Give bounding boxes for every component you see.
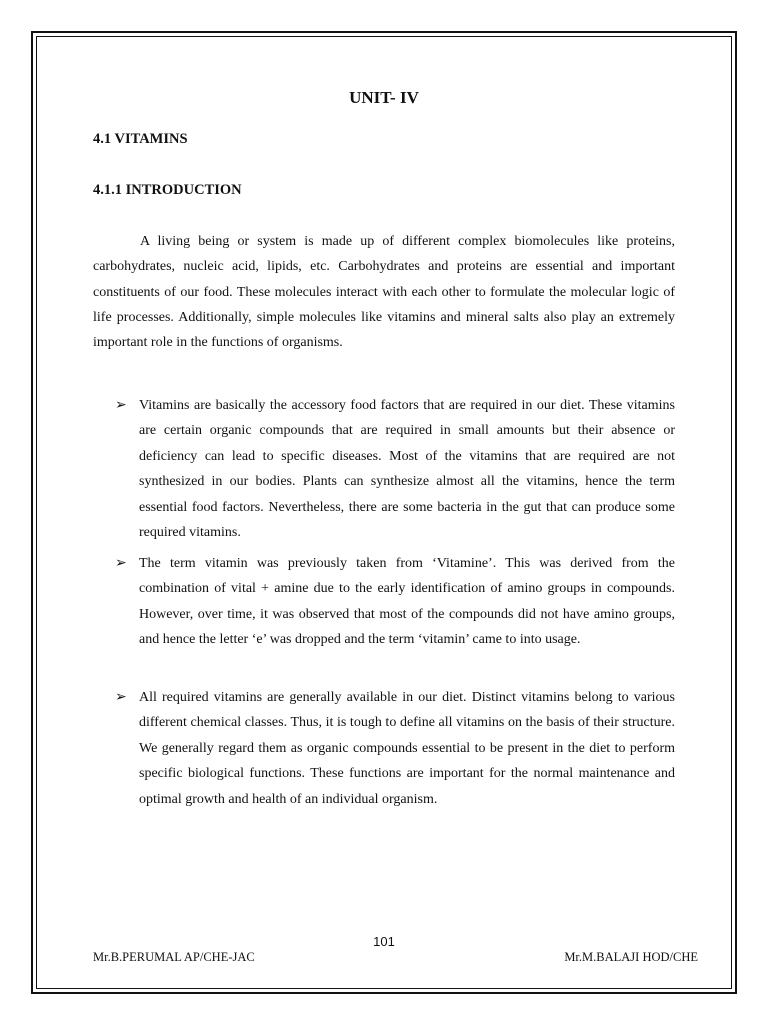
list-item <box>115 551 675 653</box>
footer-left-author: Mr.B.PERUMAL AP/CHE-JAC <box>93 950 255 964</box>
list-item <box>115 393 675 545</box>
subsection-heading: 4.1.1 INTRODUCTION <box>93 182 242 198</box>
unit-title: UNIT- IV <box>349 88 419 107</box>
list-item-text: Vitamins are basically the accessory food factors that are required in our diet. These vitamins are certain organic compounds that are required in small amounts but their absence or deficiency can lead to specific diseases. Most of the vitamins that are required are not synthesized in our bodies. Plants can synthesize almost all the vitamins, hence the term essential food factors. Nevertheless, there are some bacteria in the gut that can produce some required vitamins. <box>139 398 675 541</box>
footer-right-author: Mr.M.BALAJI HOD/CHE <box>564 950 698 964</box>
list-item-text: The term vitamin was previously taken from ‘Vitamine’. This was derived from the combination of vital + amine due to the early identification of amino groups in compounds. However, over time, it was observed that most of the compounds did not have amino groups, and hence the letter ‘e’ was dropped and the term ‘vitamin’ came to into usage. <box>139 556 675 648</box>
page-number: 101 <box>373 934 395 949</box>
arrow-bullet-icon: ➢ <box>115 398 127 413</box>
arrow-bullet-icon: ➢ <box>115 690 127 705</box>
arrow-bullet-icon: ➢ <box>115 556 127 571</box>
intro-paragraph: A living being or system is made up of different complex biomolecules like proteins, carbohydrates, nucleic acid, lipids, etc. Carbohydrates and proteins are essential and important constituents of our food. These molecules interact with each other to formulate the molecular logic of life processes. Additionally, simple molecules like vitamins and mineral salts also play an extremely important role in the functions of organisms. <box>93 234 675 351</box>
list-item-text: All required vitamins are generally available in our diet. Distinct vitamins belong to various different chemical classes. Thus, it is tough to define all vitamins on the basis of their structure. We generally regard them as organic compounds essential to be present in the diet to perform specific biological functions. These functions are important for the normal maintenance and optimal growth and health of an individual organism. <box>139 690 675 807</box>
list-item <box>115 685 675 812</box>
section-heading: 4.1 VITAMINS <box>93 131 188 147</box>
